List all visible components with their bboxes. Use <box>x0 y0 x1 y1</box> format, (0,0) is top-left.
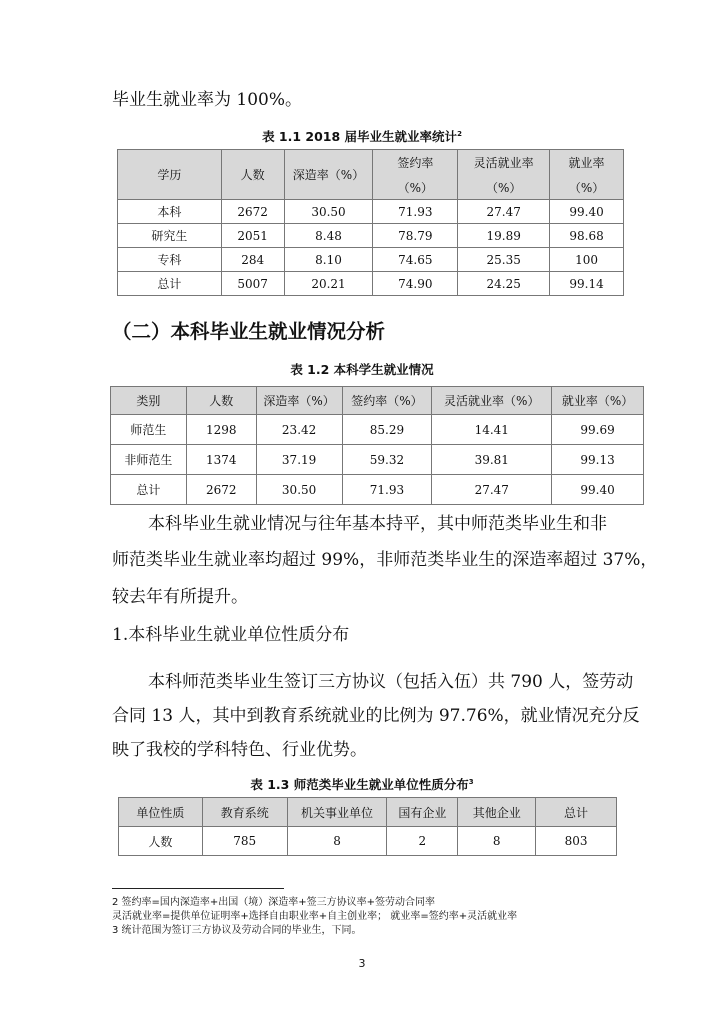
section-heading: （二）本科毕业生就业情况分析 <box>112 320 386 343</box>
paragraph-line: 师范类毕业生就业率均超过 99%，非师范类毕业生的深造率超过 37%， <box>112 550 658 570</box>
header-text: 就业率 <box>568 155 605 170</box>
header-text: （%） <box>485 180 522 195</box>
table-cell: 专科 <box>118 248 222 272</box>
table1-caption <box>0 127 724 145</box>
table1-header-row <box>118 150 624 200</box>
table-cell: 785 <box>202 827 287 856</box>
table-cell: 39.81 <box>432 445 552 475</box>
table-cell: 78.79 <box>373 224 458 248</box>
footnote: 灵活就业率=提供单位证明率+选择自由职业率+自主创业率； 就业率=签约率+灵活就业率 <box>112 911 518 922</box>
table1-header-cell <box>373 150 458 200</box>
table-cell: 非师范生 <box>111 445 187 475</box>
subsection-heading: 1.本科毕业生就业单位性质分布 <box>112 625 350 645</box>
header-text: 签约率 <box>397 155 434 170</box>
table-cell: 8 <box>458 827 536 856</box>
header-text: 深造率（%） <box>292 168 365 182</box>
table-cell: 74.65 <box>373 248 458 272</box>
table-cell: 本科 <box>118 200 222 224</box>
table3-caption-ref: 3 <box>468 777 474 786</box>
paragraph-line: 映了我校的学科特色、行业优势。 <box>112 740 367 760</box>
table-cell: 2672 <box>186 475 256 505</box>
table-cell: 1298 <box>186 415 256 445</box>
table-cell: 74.90 <box>373 272 458 296</box>
table-cell: 总计 <box>118 272 222 296</box>
table-row <box>111 415 644 445</box>
table1-header-cell <box>458 150 550 200</box>
table-cell: 2672 <box>221 200 284 224</box>
page-number: 3 <box>358 957 366 970</box>
table1 <box>117 149 624 296</box>
table1-caption-ref: 2 <box>457 129 462 138</box>
table-cell: 2051 <box>221 224 284 248</box>
table3-caption-text: 表 1.3 师范类毕业生就业单位性质分布 <box>250 777 469 792</box>
header-text: （%） <box>568 180 605 195</box>
table-cell: 99.40 <box>550 200 624 224</box>
header-text: 人数 <box>240 168 265 182</box>
table-cell: 37.19 <box>256 445 342 475</box>
table-cell: 284 <box>221 248 284 272</box>
table-cell: 98.68 <box>550 224 624 248</box>
table-cell: 2 <box>387 827 458 856</box>
table-cell: 27.47 <box>458 200 550 224</box>
table3-caption <box>0 775 724 793</box>
table1-header-cell <box>118 150 222 200</box>
table1-header-cell <box>550 150 624 200</box>
table-cell: 19.89 <box>458 224 550 248</box>
table-row <box>111 475 644 505</box>
table-row <box>119 827 617 856</box>
table-cell: 14.41 <box>432 415 552 445</box>
table-cell: 27.47 <box>432 475 552 505</box>
table-cell: 99.13 <box>552 445 644 475</box>
table2-caption: 表 1.2 本科学生就业情况 <box>290 362 434 377</box>
footnote-divider <box>112 888 284 889</box>
table-cell: 24.25 <box>458 272 550 296</box>
table-cell: 59.32 <box>342 445 432 475</box>
table-cell: 99.14 <box>550 272 624 296</box>
table2-header-row: 类别 人数 深造率（%） 签约率（%） 灵活就业率（%） 就业率（%） <box>111 387 644 415</box>
table-cell: 人数 <box>119 827 203 856</box>
table-cell: 5007 <box>221 272 284 296</box>
table-row <box>111 445 644 475</box>
table-cell: 99.40 <box>552 475 644 505</box>
table-cell: 99.69 <box>552 415 644 445</box>
table1-header-cell <box>284 150 373 200</box>
table1-caption-text: 表 1.1 2018 届毕业生就业率统计 <box>262 129 458 144</box>
paragraph-line: 较去年有所提升。 <box>112 587 248 607</box>
paragraph-line: 合同 13 人，其中到教育系统就业的比例为 97.76%，就业情况充分反 <box>112 706 640 726</box>
footnote: 2 签约率=国内深造率+出国（境）深造率+签三方协议率+签劳动合同率 <box>112 897 436 908</box>
table-cell: 100 <box>550 248 624 272</box>
table-cell: 总计 <box>111 475 187 505</box>
footnote: 3 统计范围为签订三方协议及劳动合同的毕业生，下同。 <box>112 925 362 936</box>
paragraph-line: 本科师范类毕业生签订三方协议（包括入伍）共 790 人，签劳动 <box>148 672 634 692</box>
table3 <box>118 797 617 856</box>
paragraph-line: 本科毕业生就业情况与往年基本持平，其中师范类毕业生和非 <box>148 514 607 534</box>
table-cell: 30.50 <box>256 475 342 505</box>
table-cell: 8 <box>287 827 387 856</box>
table-cell: 23.42 <box>256 415 342 445</box>
table-cell: 71.93 <box>373 200 458 224</box>
table-row <box>118 248 624 272</box>
table3-header-row: 单位性质 教育系统 机关事业单位 国有企业 其他企业 总计 <box>119 798 617 827</box>
table-cell: 8.48 <box>284 224 373 248</box>
table-row <box>118 200 624 224</box>
table-cell: 85.29 <box>342 415 432 445</box>
header-text: 灵活就业率 <box>473 155 534 170</box>
table2 <box>110 386 644 505</box>
table-cell: 71.93 <box>342 475 432 505</box>
intro-line: 毕业生就业率为 100%。 <box>112 90 303 110</box>
header-text: （%） <box>397 180 434 195</box>
table1-header-cell <box>221 150 284 200</box>
table-cell: 20.21 <box>284 272 373 296</box>
header-text: 学历 <box>157 168 182 182</box>
table-cell: 803 <box>536 827 617 856</box>
table-row <box>118 224 624 248</box>
table-cell: 8.10 <box>284 248 373 272</box>
table-cell: 研究生 <box>118 224 222 248</box>
table-cell: 30.50 <box>284 200 373 224</box>
table-cell: 师范生 <box>111 415 187 445</box>
table-cell: 1374 <box>186 445 256 475</box>
table-row <box>118 272 624 296</box>
table-cell: 25.35 <box>458 248 550 272</box>
